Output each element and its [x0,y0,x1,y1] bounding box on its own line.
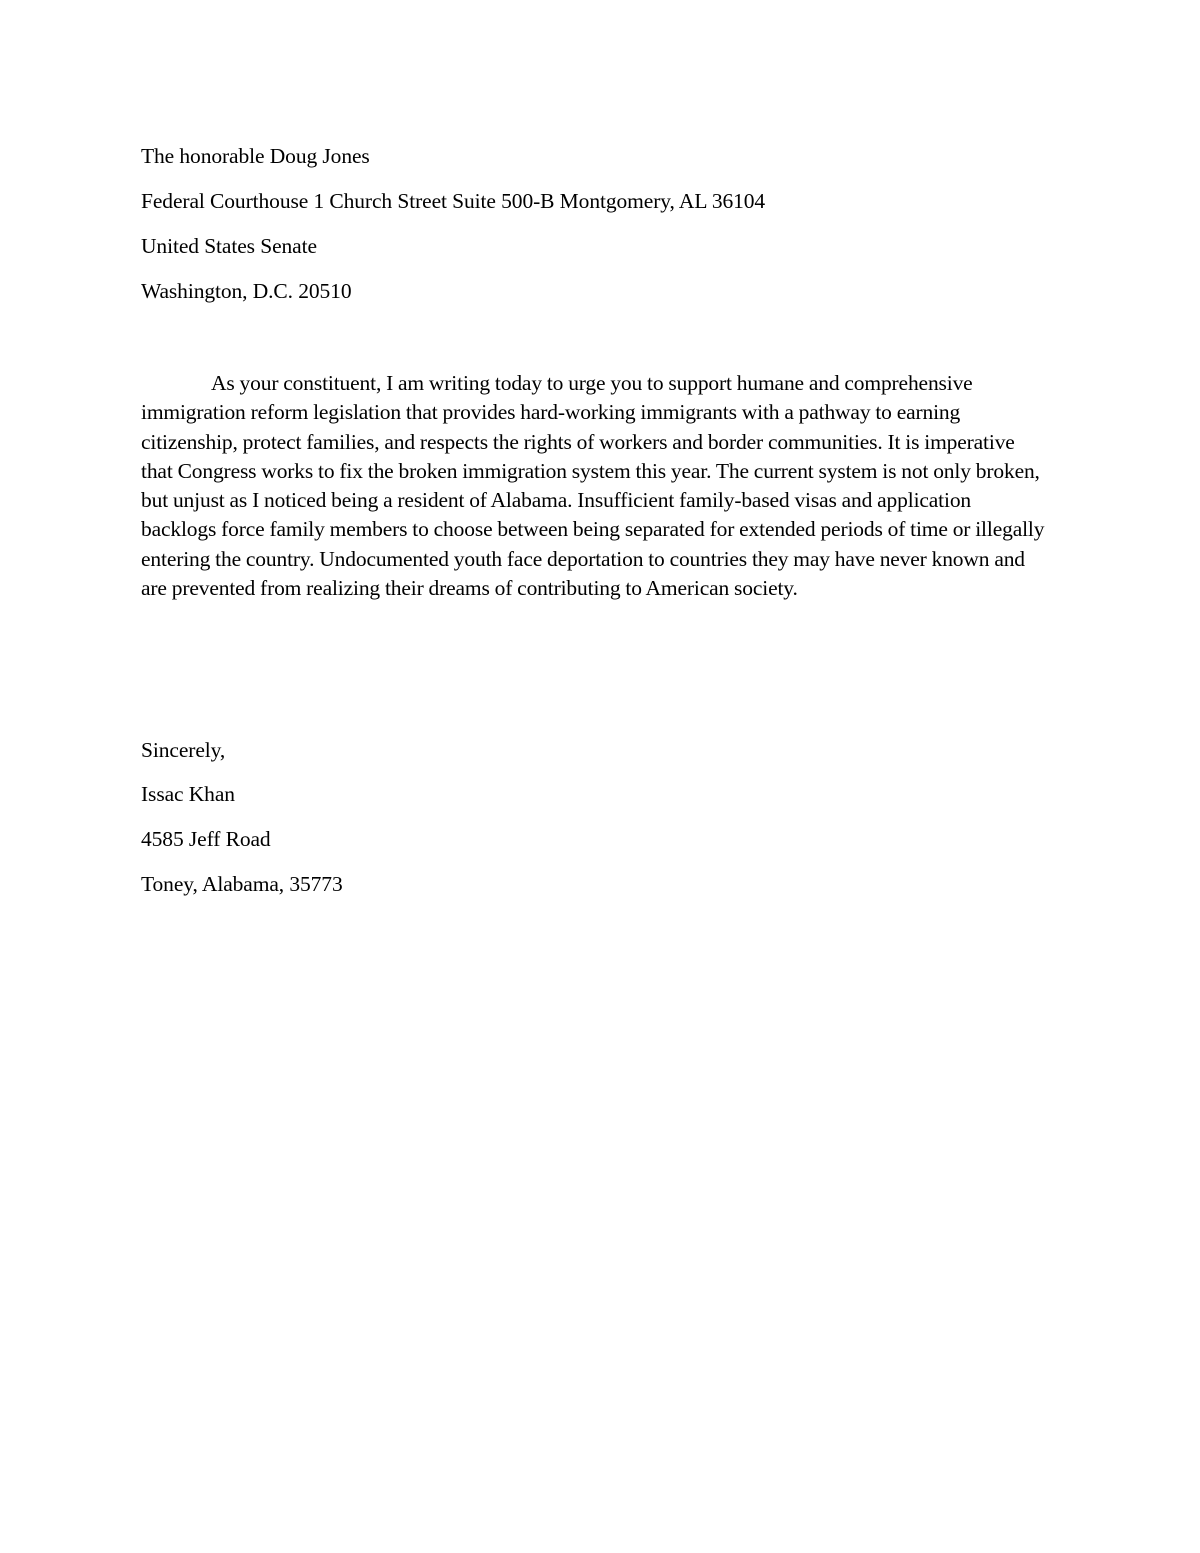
recipient-name: The honorable Doug Jones [141,144,370,168]
sender-city: Toney, Alabama, 35773 [141,872,343,896]
recipient-city: Washington, D.C. 20510 [141,279,352,303]
recipient-address: Federal Courthouse 1 Church Street Suite 500-B Montgomery, AL 36104 [141,189,766,213]
recipient-office: United States Senate [141,234,317,258]
letter-body-paragraph: As your constituent, I am writing today to urge you to support humane and comprehensive immigration reform legislation that provides hard-working immigrants with a pathway to earning citizenship, protect families, and respects the rights of workers and border communities. It is imperative that Congress works to fix the broken immigration system this year. The current system is not only broken, but unjust as I noticed being a resident of Alabama. Insufficient family-based visas and application backlogs force family members to choose between being separated for extended periods of time or illegally entering the country. Undocumented youth face deportation to countries they may have never known and are prevented from realizing their dreams of contributing to American society. [141,371,1045,601]
sender-street: 4585 Jeff Road [141,827,271,851]
closing-salutation: Sincerely, [141,738,226,762]
sender-name: Issac Khan [141,782,235,806]
